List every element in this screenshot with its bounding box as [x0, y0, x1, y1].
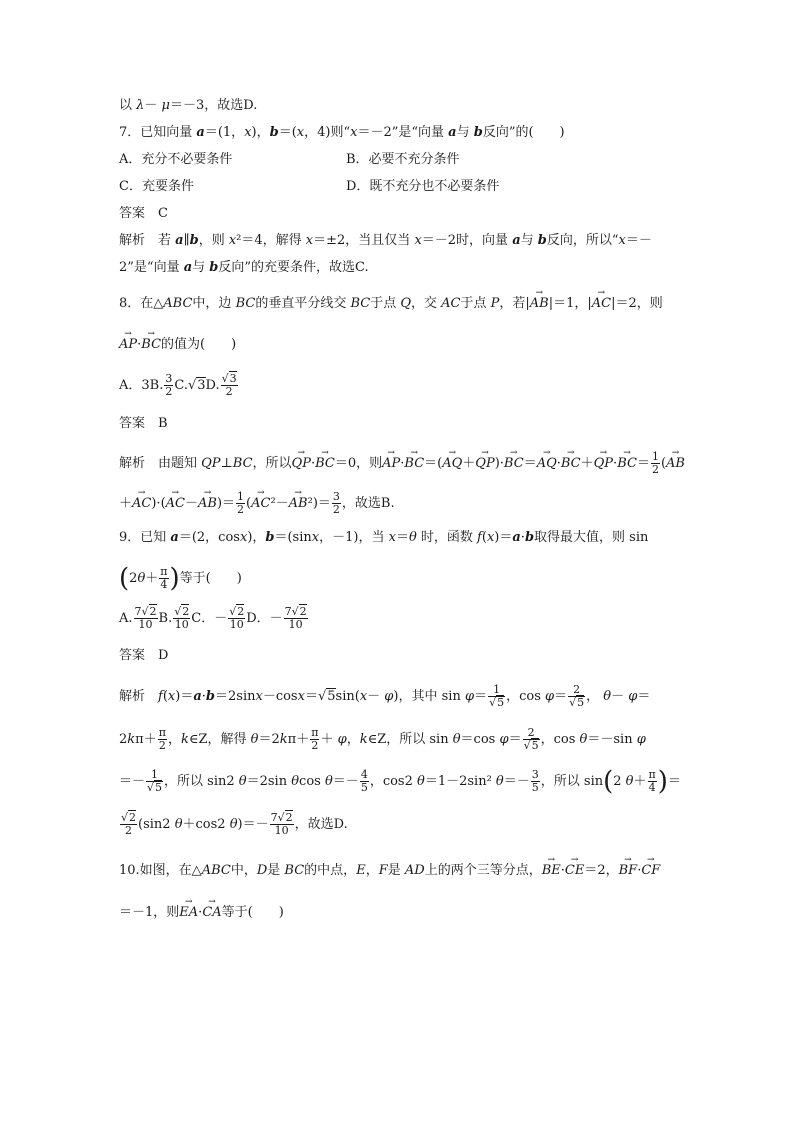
option-a: A．充分不必要条件 — [119, 152, 233, 167]
option-b: B．必要不充分条件 — [346, 152, 460, 167]
answer-7: 答案 C — [119, 206, 168, 221]
explanation-9-line1: 解析 f(x)＝a·b＝2sinx－cosx＝√5sin(x－ φ)，其中 sin φ＝ $\frac{1}{√5}$ ，cos φ＝ $\frac{2}{√5}$ ， θ－ φ＝ — [119, 683, 651, 709]
explanation-7-line1: 解析 若 a∥b，则 x²＝4，解得 x＝±2，当且仅当 x＝－2时，向量 a与 b反向，所以“x＝－ — [119, 233, 652, 248]
question-8-options: A．3B. $\frac{3}{2}$ C.√3D. $\frac{√3}{2}$ — [119, 372, 237, 398]
explanation-8-line1: 解析 由题知 QP⊥BC，所以→ QP·→ BC＝0，则→ AP·→ BC＝(→ AQ＋→ QP)·→ BC＝→ AQ·→ BC＋→ QP·→ BC＝ $\frac{1}{2}$ (→ AB — [119, 451, 685, 476]
text-line: 以 λ－ μ＝－3，故选D. — [119, 98, 258, 113]
question-8-line2: → AP·→ BC的值为( ) — [119, 335, 236, 355]
explanation-7-line2: 2”是“向量 a与 b反向”的充要条件，故选C. — [119, 260, 369, 275]
option-c: C．充要条件 — [119, 179, 194, 194]
question-9-line2: (2θ＋ $\frac{\pi}{4}$ )等于( ) — [119, 563, 242, 594]
answer-9: 答案 D — [119, 648, 169, 663]
answer-8: 答案 B — [119, 416, 168, 431]
option-d: D．既不充分也不必要条件 — [346, 179, 500, 194]
question-10-line2: ＝－1，则→ EA·→ CA等于( ) — [119, 903, 284, 923]
explanation-9-line3: ＝－ $\frac{1}{√5}$ ，所以 sin2 θ＝2sin θcos θ＝－ $\frac{4}{5}$ ，cos2 θ＝1－2sin² θ＝－ $\frac{3}{5}$ ，所以 sin(2 θ＋ $\frac{\pi}{4}$ )＝ — [119, 766, 681, 797]
question-9-options: A. $\frac{7√2}{10}$ B. $\frac{√2}{10}$ C．－ $\frac{√2}{10}$ D．－ $\frac{7√2}{10}$ — [119, 605, 307, 631]
question-7: 7．已知向量 a＝(1，x)，b＝(x，4)则“x＝－2”是“向量 a与 b反向”的( ) — [119, 125, 565, 140]
question-9-line1: 9．已知 a＝(2，cosx)，b＝(sinx，－1)，当 x＝θ 时，函数 f(x)＝a·b取得最大值，则 sin — [119, 530, 649, 545]
question-10-line1: 10.如图，在△ABC中，D是 BC的中点，E，F是 AD上的两个三等分点，→ BE·→ CE＝2，→ BF·→ CF — [119, 861, 660, 881]
explanation-8-line2: ＋→ AC)·(→ AC－→ AB)＝ $\frac{1}{2}$ (→ AC²－→ AB²)＝ $\frac{3}{2}$ ，故选B. — [119, 491, 395, 516]
explanation-9-line4: $\frac{√2}{2}$ (sin2 θ＋cos2 θ)＝－ $\frac{7√2}{10}$ ，故选D. — [121, 811, 348, 837]
explanation-9-line2: 2kπ＋ $\frac{\pi}{2}$ ，k∈Z，解得 θ＝2kπ＋ $\frac{\pi}{2}$ ＋ φ，k∈Z，所以 sin θ＝cos φ＝ $\frac{2}{√5}$ ，cos θ＝－sin φ — [119, 726, 646, 752]
question-8-line1: 8．在△ABC中，边 BC的垂直平分线交 BC于点 Q，交 AC于点 P，若|→ AB|＝1，|→ AC|＝2，则 — [119, 294, 663, 314]
